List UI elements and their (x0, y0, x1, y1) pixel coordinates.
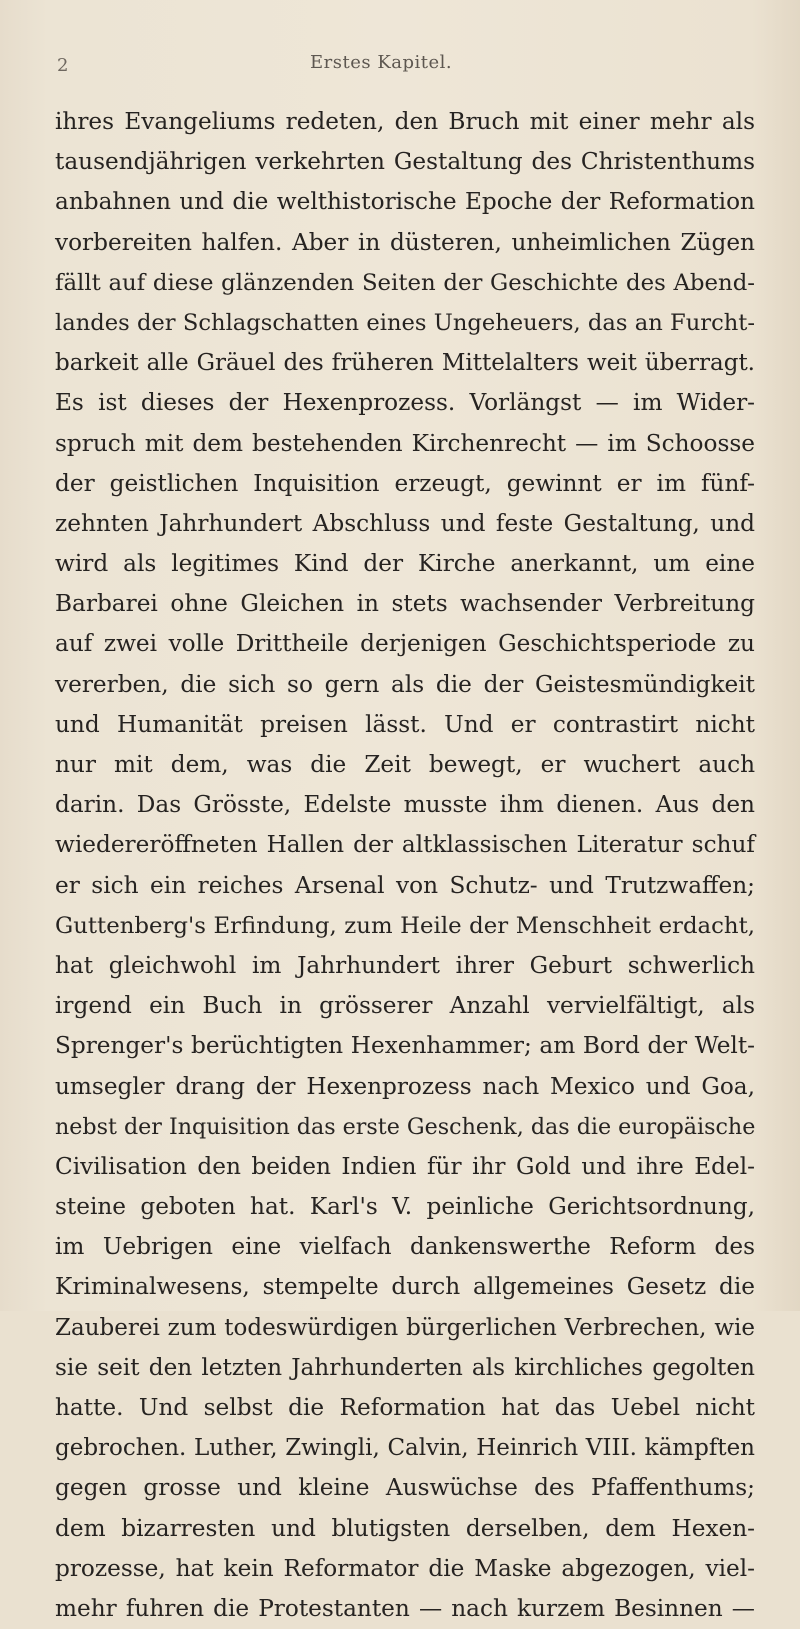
text-line: und Humanität preisen lässt. Und er contrastirt nicht (55, 710, 755, 738)
text-line: tausendjährigen verkehrten Gestaltung des Christenthums (55, 148, 755, 176)
text-line: umsegler drang der Hexenprozess nach Mexico und Goa, (55, 1072, 755, 1100)
text-line: Barbarei ohne Gleichen in stets wachsender Verbreitung (55, 590, 755, 618)
text-line: er sich ein reiches Arsenal von Schutz- und Trutzwaffen; (55, 871, 755, 899)
text-line: wird als legitimes Kind der Kirche anerkannt, um eine (55, 550, 755, 578)
text-line: auf zwei volle Drittheile derjenigen Geschichtsperiode zu (55, 630, 755, 658)
text-line: im Uebrigen eine vielfach dankenswerthe Reform des (55, 1233, 755, 1261)
text-line: darin. Das Grösste, Edelste musste ihm dienen. Aus den (55, 791, 755, 819)
text-line: Civilisation den beiden Indien für ihr Gold und ihre Edel- (55, 1152, 755, 1180)
text-line: mehr fuhren die Protestanten — nach kurzem Besinnen — (55, 1594, 755, 1622)
text-line: gegen grosse und kleine Auswüchse des Pfaffenthums; (55, 1474, 755, 1502)
text-line: Sprenger's berüchtigten Hexenhammer; am Bord der Welt- (55, 1032, 755, 1060)
page-number: 2 (57, 55, 69, 76)
text-line: dem bizarresten und blutigsten derselben, dem Hexen- (55, 1514, 755, 1542)
text-line: fällt auf diese glänzenden Seiten der Geschichte des Abend- (55, 269, 755, 296)
text-line: nur mit dem, was die Zeit bewegt, er wuchert auch (55, 751, 755, 778)
text-line: prozesse, hat kein Reformator die Maske abgezogen, viel- (55, 1554, 755, 1582)
text-line: hat gleichwohl im Jahrhundert ihrer Geburt schwerlich (55, 951, 755, 979)
text-line: vorbereiten halfen. Aber in düsteren, unheimlichen Zügen (55, 228, 755, 256)
text-line: Es ist dieses der Hexenprozess. Vorlängst — im Wider- (55, 389, 755, 417)
text-line: sie seit den letzten Jahrhunderten als kirchliches gegolten (55, 1353, 755, 1381)
text-line: wiedereröffneten Hallen der altklassischen Literatur schuf (55, 831, 755, 859)
running-head: Erstes Kapitel. (310, 52, 453, 73)
text-line: spruch mit dem bestehenden Kirchenrecht — im Schoosse (55, 429, 755, 457)
text-line: irgend ein Buch in grösserer Anzahl vervielfältigt, als (55, 992, 755, 1020)
text-line: gebrochen. Luther, Zwingli, Calvin, Heinrich VIII. kämpften (55, 1435, 755, 1462)
text-line: nebst der Inquisition das erste Geschenk, das die europäische (55, 1113, 756, 1140)
page-header (54, 52, 754, 82)
text-line: landes der Schlagschatten eines Ungeheuers, das an Furcht- (55, 309, 755, 336)
text-line: Zauberei zum todeswürdigen bürgerlichen Verbrechen, wie (55, 1314, 755, 1341)
text-line: Kriminalwesens, stempelte durch allgemeines Gesetz die (55, 1273, 755, 1301)
body-text (55, 102, 755, 1629)
text-line: steine geboten hat. Karl's V. peinliche Gerichtsordnung, (55, 1193, 755, 1221)
text-line: der geistlichen Inquisition erzeugt, gewinnt er im fünf- (55, 469, 755, 497)
text-line: zehnten Jahrhundert Abschluss und feste Gestaltung, und (55, 509, 755, 537)
text-line: anbahnen und die welthistorische Epoche der Reformation (55, 188, 755, 216)
text-line: Guttenberg's Erfindung, zum Heile der Menschheit erdacht, (55, 912, 755, 939)
text-line: ihres Evangeliums redeten, den Bruch mit einer mehr als (55, 108, 755, 135)
text-line: barkeit alle Gräuel des früheren Mittelalters weit überragt. (55, 350, 755, 377)
text-line: vererben, die sich so gern als die der Geistesmündigkeit (55, 670, 755, 698)
text-line: hatte. Und selbst die Reformation hat das Uebel nicht (55, 1394, 755, 1421)
